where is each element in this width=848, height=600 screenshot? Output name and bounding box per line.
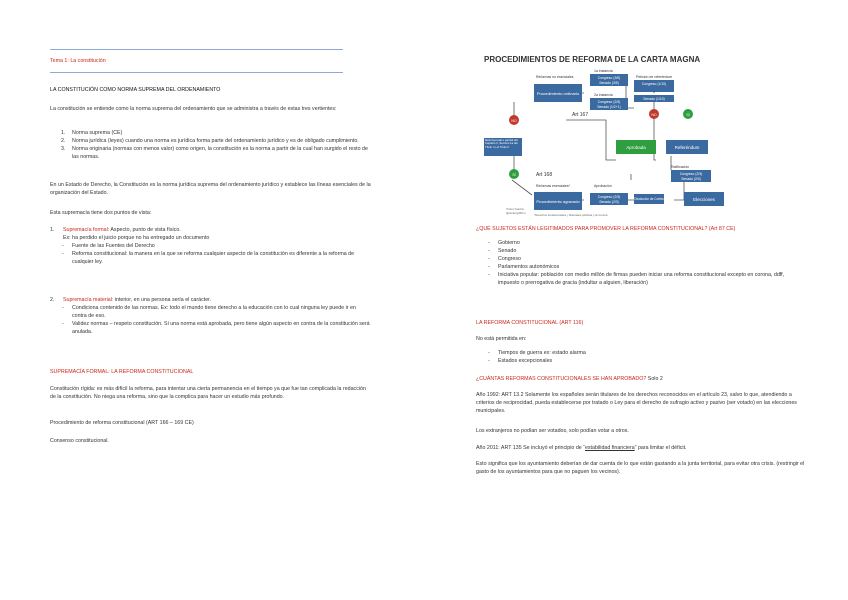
list-item: 2. Norma jurídica (leyes) cuando una norma es jurídica forma parte del ordenamiento jurídico y es de obligado cumplimiento. bbox=[61, 137, 359, 144]
intro-paragraph: La constitución se entiende como la norma suprema del ordenamiento que se administra a través de estas tres vertientes: bbox=[50, 106, 337, 112]
heading-norma-suprema: LA CONSTITUCIÓN COMO NORMA SUPREMA DEL ORDENAMIENTO bbox=[50, 87, 221, 93]
formal-label: Supremacía formal: bbox=[63, 227, 110, 233]
topic-title: Tema 1: La constitución bbox=[50, 58, 106, 64]
senado-2-3c: Senado (2/3) bbox=[681, 177, 701, 181]
material-label: Supremacía material: bbox=[63, 297, 114, 303]
estabilidad-link: estabilidad financiera bbox=[584, 445, 635, 451]
reforma-total-text: Reforma total o parcial del Capítulo II, Sección 1a del Título I o el Título II bbox=[485, 138, 518, 149]
senado-2-3b: Senado (2/3) bbox=[599, 200, 619, 204]
top-rule bbox=[50, 49, 343, 50]
list-item: - Tiempos de guerra ex: estado alarma bbox=[476, 350, 806, 358]
supremacia-intro: Esta supremacía tiene dos puntos de vista: bbox=[50, 210, 152, 216]
reform-diagram bbox=[476, 50, 806, 220]
question-cuantas bbox=[476, 376, 806, 384]
estado-paragraph: En un Estado de Derecho, la Constitución es la norma jurídica suprema del ordenamiento jurídico y establece las líneas esenciales de la organización del Estado. bbox=[50, 182, 371, 196]
question-cuantas-answer: Solo 2 bbox=[646, 376, 663, 382]
handle-label: @victorgv8Cm bbox=[506, 211, 526, 215]
senado-abs: Senado (1/2+1) bbox=[597, 105, 621, 109]
label-no-esenciales: Reformas no esenciales bbox=[536, 75, 574, 79]
formal-heading: 1. Supremacía formal: Aspecto, punto de vista físico. bbox=[50, 227, 181, 233]
question-cuantas-text: ¿CUÁNTAS REFORMAS CONSTITUCIONALES SE HAN APROBADO? bbox=[476, 376, 647, 382]
title-rule bbox=[50, 72, 343, 73]
art167-label: Art 167 bbox=[572, 112, 589, 118]
referendum-text: Referéndum bbox=[674, 145, 700, 150]
question-sujetos: ¿QUÉ SUJETOS ESTÁN LEGITIMADOS PARA PROMOVER LA REFORMA CONSTITUCIONAL? (Art 87 CE) bbox=[476, 226, 736, 232]
list-item: - Estados excepcionales bbox=[476, 358, 806, 366]
senado-3-5: Senado (3/5) bbox=[599, 81, 619, 85]
list-item: - Iniciativa popular: población con medio millón de firmas pueden iniciar una reforma constitucional excepto en corona, ddff, impuesto o prerrogativa de gracia (indultar a alguien, liberación) bbox=[476, 272, 806, 288]
cortes-text: Disolución de Cortes bbox=[634, 197, 664, 201]
no-permitida-list bbox=[476, 350, 806, 366]
material-section bbox=[50, 297, 372, 337]
sujetos-list bbox=[476, 240, 806, 288]
diagram-footnote: *Derechos fundamentales y libertades públicas y la Corona bbox=[534, 213, 608, 217]
list-item: 1. Norma suprema (CE) bbox=[61, 130, 123, 136]
procedimiento-agravado-text: Procedimiento agravado bbox=[536, 199, 580, 204]
label-esenciales: Reformas esenciales* bbox=[536, 184, 571, 188]
rigida-paragraph: Constitución rígida: es más difícil la reforma, para intentar una cierta permanencia en el tiempo ya que fue tan complicada la redacción de la constitución. No niega una reforma, sino que la complica para hacer un estudio más profundo. bbox=[50, 386, 366, 400]
elecciones-text: Elecciones bbox=[693, 197, 715, 202]
o-label: o bbox=[653, 90, 655, 94]
list-item: - Congreso bbox=[476, 256, 806, 264]
no-permitida: No está permitida en: bbox=[476, 336, 527, 342]
art168-label: Art 168 bbox=[536, 172, 553, 178]
list-item: - Condiciona contenido de las normas. Ex: todo el mundo tiene derecho a la educación con lo cual ninguna ley puede ir en contra de eso. bbox=[50, 305, 372, 321]
list-item: - Parlamentos autonómicos bbox=[476, 264, 806, 272]
diagram-title: PROCEDIMIENTOS DE REFORMA DE LA CARTA MAGNA bbox=[484, 55, 701, 64]
list-item: 3. Norma originaria (normas con menos valor) como origen, la constitución es la norma a partir de la cual han surgido el resto de las normas. bbox=[61, 145, 368, 160]
heading-supremacia-formal: SUPREMACÍA FORMAL: LA REFORMA CONSTITUCIONAL bbox=[50, 369, 194, 375]
consenso-paragraph: Consenso constitucional. bbox=[50, 438, 109, 444]
formal-example: Ex: ha perdido el juicio porque no ha entregado un documento bbox=[63, 234, 210, 241]
congreso-1-10: Congreso (1/10) bbox=[641, 82, 667, 86]
extranjeros: Los extranjeros no podían ser votados, solo podían votar a otros. bbox=[476, 428, 629, 434]
label-2a-instancia: 2a instancia bbox=[594, 93, 613, 97]
label-aprobacion: Aprobación bbox=[594, 184, 612, 188]
numbered-list bbox=[50, 130, 372, 162]
procedimiento-ordinario-text: Procedimiento ordinario bbox=[536, 91, 580, 96]
senado-1-10: Senado (1/10) bbox=[643, 97, 665, 101]
list-item: - Gobierno bbox=[476, 240, 806, 248]
ano-2011: Año 2011: ART 135 Se incluyó el principio de “estabilidad financiera” para limitar el déficit. bbox=[476, 445, 687, 451]
list-item: - Fuente de las Fuentes del Derecho bbox=[50, 243, 372, 251]
congreso-2-3c: Congreso (2/3) bbox=[679, 172, 703, 176]
author-label: Víctor García bbox=[506, 207, 524, 211]
congreso-2-3: Congreso (2/3) bbox=[597, 100, 621, 104]
ano-1992: Año 1992: ART 13.2 Solamente los españoles serán titulares de los derechos reconocidos en el artículo 23, salvo lo que, atendiendo a criterios de reciprocidad, pueda establecerse por tratado o Ley para el derecho de sufragio activo y pasivo (ser votado) en las elecciones municipales. bbox=[476, 392, 797, 414]
congreso-3-5: Congreso (3/5) bbox=[597, 76, 621, 80]
label-peticion: Petición de referéndum bbox=[636, 75, 673, 79]
list-item: - Validez normas – respeto constitución. Si una norma está aprobada, pero tiene algún aspecto en contra de la constitución será anulada. bbox=[50, 321, 372, 337]
procedimiento-paragraph: Procedimiento de reforma constitucional (ART 166 – 169 CE) bbox=[50, 420, 194, 426]
label-1a-instancia: 1a instancia bbox=[594, 69, 613, 73]
no-label-1: NO bbox=[511, 119, 517, 123]
aprobada-text: Aprobada bbox=[626, 145, 646, 150]
si-label-1: SÍ bbox=[686, 113, 690, 117]
list-item: - Senado bbox=[476, 248, 806, 256]
no-label-2: NO bbox=[651, 113, 657, 117]
label-ratificacion: Ratificación bbox=[671, 165, 690, 169]
si-label-2: SÍ bbox=[512, 173, 516, 177]
heading-reforma-116: LA REFORMA CONSTITUCIONAL (ART 116) bbox=[476, 320, 584, 326]
significa-paragraph: Esto significa que los ayuntamiento deberían de dar cuenta de lo que están gastando a la junta territorial, para evitar otra crisis. (restringir el gasto de los ayuntamientos para que no paguen los vecinos). bbox=[476, 461, 805, 475]
reform-diagram-svg bbox=[476, 50, 806, 220]
formal-section bbox=[50, 227, 372, 267]
list-item: - Reforma constitucional: la manera en la que se reforma cualquier aspecto de la constitución es diferente a la reforma de cualquier ley. bbox=[50, 251, 372, 267]
congreso-2-3b: Congreso (2/3) bbox=[597, 195, 621, 199]
material-heading: 2. Supremacía material: interior, en una persona sería el carácter. bbox=[50, 297, 212, 303]
